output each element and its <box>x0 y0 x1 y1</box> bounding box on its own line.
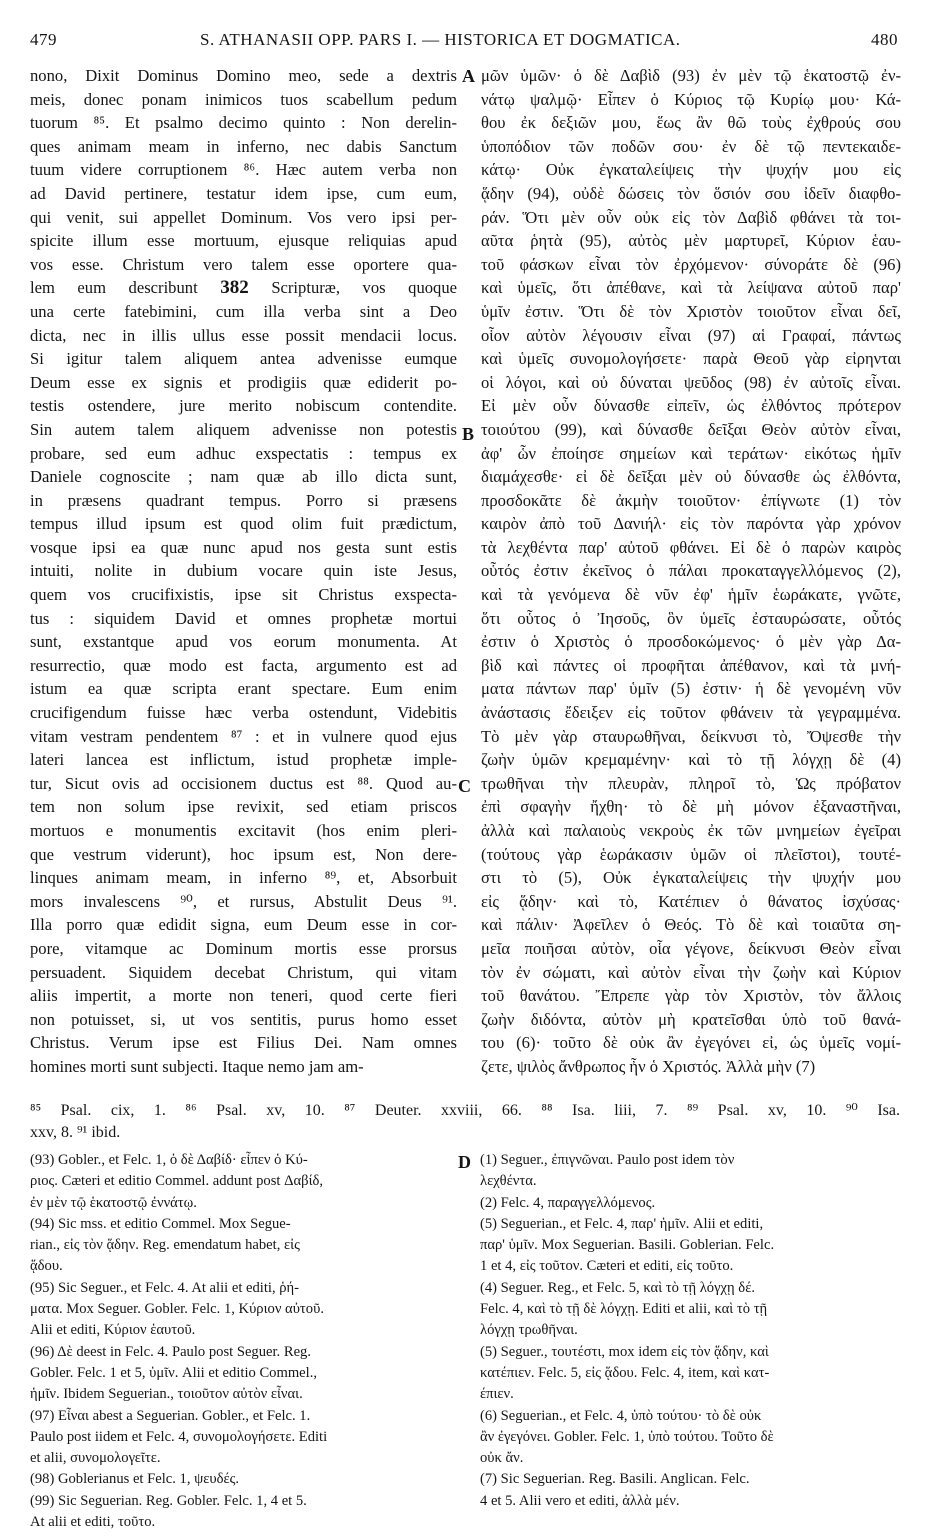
latin-text-line: tuum videre corruptionem ⁸⁶. Hæc autem verba non <box>30 160 457 180</box>
footnotes-right <box>480 1150 900 1512</box>
footnote-line: ματα. Mox Seguer. Gobler. Felc. 1, Κύριον αὐτοῦ. <box>30 1301 324 1318</box>
page-number-right: 480 <box>871 30 898 49</box>
footnote-line: (2) Felc. 4, παραγγελλόμενος. <box>480 1194 656 1211</box>
latin-text-line: homines morti sunt subjecti. Itaque nemo jam am- <box>30 1056 364 1076</box>
greek-text-line: ὅτι οὗτος ὁ Ἰησοῦς, ὃν ὑμεῖς ἐσταυρώσατε, οὗτός <box>481 608 901 628</box>
footnote-line: At alii et editi, τοῦτο. <box>30 1514 156 1531</box>
footnote-line: ἐν μὲν τῷ ἑκατοστῷ ἐννάτῳ. <box>30 1194 197 1211</box>
greek-text-line: ἐπὶ σφαγὴν ἤχθη· τὸ δὲ μὴ μόνον ἐξαναστῆναι, <box>481 797 901 817</box>
greek-text-line: μῶν ὑμῶν· ὁ δὲ Δαβὶδ (93) ἐν μὲν τῷ ἑκατοστῷ ἐν- <box>481 66 901 85</box>
latin-text-line: Illa porro quæ edidit signa, eum Deum esse in cor- <box>30 915 457 935</box>
margin-letter-b: B <box>462 424 475 444</box>
greek-text-line: (τούτους γὰρ ἑωράκασιν ὑμῶν οἱ πλεῖστοι), τουτέ- <box>481 844 901 864</box>
footnote-line: (4) Seguer. Reg., et Felc. 5, καὶ τὸ τῇ λόγχῃ δέ. <box>480 1279 755 1296</box>
latin-text-line: ad David pertinere, testatur idem ipse, cum eum, <box>30 183 457 203</box>
latin-text-line: tus : siquidem David et omnes prophetæ mortui <box>30 608 457 628</box>
latin-text-segment: lem eum describunt <box>30 278 198 298</box>
running-header <box>30 30 898 60</box>
footnote-line: ᾅδου. <box>30 1258 63 1275</box>
greek-text-line: οἷον αὐτὸν λέγουσιν εἶναι (97) αἱ Γραφαί, πάντως <box>481 325 901 345</box>
greek-text-line: νάτῳ ψαλμῷ· Εἶπεν ὁ Κύριος τῷ Κυρίῳ μου· Κά- <box>481 89 901 109</box>
greek-text-line: καὶ ὑμεῖς, ὅτι ἀπέθανε, καὶ τὰ λείψανα αὐτοῦ παρ' <box>481 278 901 298</box>
greek-text-line: ἐστιν ὁ Χριστὸς ὁ προσδοκώμενος· ὁ μὲν γὰρ Δα- <box>481 632 901 652</box>
footnote-line: Alii et editi, Κύριον ἑαυτοῦ. <box>30 1322 196 1339</box>
latin-text-line: non potuisset, si, ut vos sentitis, purus homo esset <box>30 1009 457 1029</box>
latin-text-line: tuorum ⁸⁵. Et psalmo decimo quinto : Non derelin- <box>30 113 457 133</box>
latin-text-line: nono, Dixit Dominus Domino meo, sede a dextris <box>30 66 457 85</box>
latin-text-line: tempus illud ipsum est quod olim fuit prædictum, <box>30 514 457 534</box>
greek-column <box>481 64 901 1079</box>
greek-text-line: ράν. Ὅτι μὲν οὖν οὐκ εἰς τὸν Δαβὶδ φθάνει τὰ τοι- <box>481 207 901 227</box>
latin-text-line: vosque ipsi ea quæ nunc apud nos gesta sunt estis <box>30 537 457 557</box>
footnote-line: έπιεν. <box>480 1386 514 1403</box>
greek-text-line: ᾅδην (94), οὐδὲ δώσεις τὸν ὅσιόν σου ἰδεῖν διαφθο- <box>481 183 901 203</box>
footnote-line: rian., εἰς τὸν ᾅδην. Reg. emendatum habet, εἰς <box>30 1237 300 1254</box>
greek-text-line: ζετε, ψιλὸς ἄνθρωπος ἦν ὁ Χριστός. Ἀλλὰ μὴν (7) <box>481 1056 816 1076</box>
margin-letter-d: D <box>458 1152 471 1172</box>
latin-text-line: mortuos e monumentis excitavit (hos enim pleri- <box>30 821 457 840</box>
greek-text-line: εἰς ᾅδην· καὶ τὸ, Κατέπιεν ὁ θάνατος ἰσχύσας· <box>481 891 901 911</box>
footnote-line: (5) Seguer., τουτέστι, mox idem εἰς τὸν ᾅδην, καὶ <box>480 1343 769 1360</box>
page-number-left: 479 <box>30 30 57 49</box>
footnote-line: (97) Εἶναι abest a Seguerian. Gobler., et Felc. 1. <box>30 1407 311 1424</box>
latin-text-line: mors invalescens ⁹⁰, et rursus, Abstulit Deus ⁹¹. <box>30 891 457 911</box>
greek-text-line: οἱ λόγοι, καὶ οὐ δύναται ψεῦδος (98) ἐν αὐτοῖς εἶναι. <box>481 372 901 392</box>
greek-text-line: καὶ πάλιν· Ἀφεῖλεν ὁ Θεός. Τὸ δὲ καὶ τοιαῦτα ση- <box>481 915 901 935</box>
latin-text-line: in præsens quadrant tempus. Porro si præsens <box>30 490 457 510</box>
running-title: S. ATHANASII OPP. PARS I. — HISTORICA ET DOGMATICA. <box>200 30 681 49</box>
footnote-line: κατέπιεν. Felc. 5, εἰς ᾅδου. Felc. 4, item, καὶ κατ- <box>480 1364 770 1381</box>
greek-text-line: τοῦ φάσκων εἶναι τὸν ἐρχόμενον· σύνοράτε δὲ (96) <box>481 254 901 274</box>
footnote-line: (95) Sic Seguer., et Felc. 4. At alii et editi, ῥή- <box>30 1279 300 1296</box>
latin-text-line: testis ostendere, jure merito nobiscum contendite. <box>30 396 457 416</box>
footnote-line: (7) Sic Seguerian. Reg. Basili. Anglican. Felc. <box>480 1471 750 1488</box>
footnote-line: οὐκ ἄν. <box>480 1450 524 1467</box>
latin-text-line <box>30 276 457 300</box>
greek-text-line: ὑποπόδιον τῶν ποδῶν σου· ἐν δὲ τῷ πεντεκαιδε- <box>481 136 901 156</box>
scripture-note-line: xxv, 8. ⁹¹ ibid. <box>30 1124 121 1141</box>
latin-text-line: tem non solum ipse revixit, sed etiam priscos <box>30 797 457 817</box>
footnote-line: Felc. 4, καὶ τὸ τῇ δὲ λόγχῃ. Editi et alii, καὶ τὸ τῇ <box>480 1301 768 1318</box>
latin-text-line: sunt, exstantque apud vos eorum monumenta. At <box>30 632 457 652</box>
footnote-line: Paulo post iidem et Felc. 4, συνομολογήσετε. Editi <box>30 1428 328 1445</box>
greek-text-line: καὶ τὰ γενόμενα δὲ νῦν ἐφ' ἡμῖν ἑωράκατε, γνῶτε, <box>481 585 901 605</box>
latin-text-line: una certe fatebimini, cum illa verba sint a Deo <box>30 301 457 321</box>
latin-text-line: vos esse. Christum vero talem esse oportere qua- <box>30 254 457 274</box>
margin-letter-a: A <box>462 66 475 86</box>
inline-page-number: 382 <box>220 277 249 299</box>
footnote-line: ἂν ἐγεγόνει. Gobler. Felc. 1, ὑπὸ τούτου. Τοῦτο δὲ <box>480 1428 774 1445</box>
greek-text-line: βὶδ καὶ πάντες οἱ προφῆται ἀπέθανον, καὶ τὰ μνή- <box>481 655 901 675</box>
footnote-line: ἡμῖν. Ibidem Seguerian., τοιοῦτον αὐτὸν εἶναι. <box>30 1386 303 1403</box>
latin-text-segment: Scripturæ, vos quoque <box>271 278 457 298</box>
margin-letter-c: C <box>458 776 471 796</box>
latin-text-line: que vestrum viderunt), hoc ipsum est, Non dere- <box>30 844 457 864</box>
scripture-note-line: ⁸⁵ Psal. cix, 1. ⁸⁶ Psal. xv, 10. ⁸⁷ Deuter. xxviii, 66. ⁸⁸ Isa. liii, 7. ⁸⁹ Psal. xv, 10. ⁹⁰ Isa. <box>30 1102 900 1119</box>
latin-text-line: vitam vestram pendentem ⁸⁷ : et in vulnere quod ejus <box>30 726 457 746</box>
greek-text-line: ἀλλὰ καὶ παλαιοὺς νεκροὺς ἐκ τῶν μνημείων ἐγεῖραι <box>481 821 901 840</box>
latin-text-line: qui venit, sui appellet Dominum. Vos vero ipsi per- <box>30 207 457 227</box>
greek-text-line: ζωὴν διδόντα, αὐτὸν μὴ κρατεῖσθαι ὑπὸ τοῦ θανά- <box>481 1009 901 1029</box>
greek-text-line: οὗτός ἐστιν ἐκεῖνος ὁ πάλαι προκαταγγελλόμενος (2), <box>481 561 901 581</box>
latin-text-line: lateri lancea est inflictum, istud prophetæ imple- <box>30 750 457 770</box>
greek-text-line: ὑμῖν ἐστιν. Ὅτι δὲ τὸν Χριστὸν τοιοῦτον εἶναι δεῖ, <box>481 301 901 321</box>
greek-text-line: θου ἐκ δεξιῶν μου, ἕως ἂν θῶ τοὺς ἐχθρούς σου <box>481 113 901 133</box>
latin-text-line: pore, vitamque ac Dominum mortis esse prorsus <box>30 938 457 958</box>
greek-text-line: προσδοκᾶτε δὲ ἀκμὴν τοιοῦτον· ἐπίγνωτε (1) τὸν <box>481 490 901 510</box>
latin-text-line: istum ea quæ scripta erant spectare. Eum enim <box>30 679 457 699</box>
latin-text-line: intuiti, nolite in dubium vocare quin iste Jesus, <box>30 561 457 581</box>
latin-text-line: aliis impertit, a morte non teneri, quod certe fieri <box>30 986 457 1006</box>
greek-text-line: τοῦ θανάτου. Ἔπρεπε γὰρ τὸν Χριστὸν, τὸν ἄλλοις <box>481 986 901 1006</box>
footnote-line: et alii, συνομολογεῖτε. <box>30 1450 161 1467</box>
latin-text-line: ques animam meam in inferno, nec dabis Sanctum <box>30 136 457 156</box>
greek-text-line: ζωὴν ὑμῶν κρεμαμένην· καὶ τὸ τῇ λόγχῃ δὲ (4) <box>481 750 901 770</box>
greek-text-line: καιρὸν ἀπὸ τοῦ Δανιήλ· εἰς τὸν παρόντα γὰρ χρόνον <box>481 514 901 534</box>
footnote-line: (1) Seguer., ἐπιγνῶναι. Paulo post idem τὸν <box>480 1152 735 1168</box>
footnote-line: (6) Seguerian., et Felc. 4, ὑπὸ τούτου· τὸ δὲ οὐκ <box>480 1407 762 1424</box>
greek-text-line: τὰ λεχθέντα παρ' αὐτοῦ φθάνει. Εἰ δὲ ὁ παρὼν καιρὸς <box>481 537 901 557</box>
footnotes-left <box>30 1150 460 1533</box>
latin-text-line: Daniele cognoscite ; nam quæ ab illo dicta sunt, <box>30 467 457 487</box>
footnote-line: (5) Seguerian., et Felc. 4, παρ' ἡμῖν. Alii et editi, <box>480 1215 764 1232</box>
footnote-line: ριος. Cæteri et editio Commel. addunt post Δαβίδ, <box>30 1173 324 1190</box>
greek-text-line: στι τὸ (5), Οὐκ ἐγκαταλείψεις τὴν ψυχήν μου <box>481 868 901 888</box>
greek-text-line: του (6)· τοῦτο δὲ οὐκ ἂν ἐγεγόνει εἰ, ὡς ὑμεῖς νομί- <box>481 1033 901 1053</box>
latin-text-line: probare, sed eum adhuc exspectatis : tempus ex <box>30 443 457 463</box>
latin-text-line: Christus. Verum ipse est Filius Dei. Nam omnes <box>30 1033 457 1053</box>
latin-text-line: dicta, nec in illis ullus esse possit mendacii locus. <box>30 325 457 345</box>
footnote-line: 4 et 5. Alii vero et editi, ἀλλὰ μέν. <box>480 1492 680 1509</box>
footnote-line: Gobler. Felc. 1 et 5, ὑμῖν. Alii et editio Commel., <box>30 1364 318 1381</box>
greek-text-line: αῦτα ῥητὰ (95), αὐτὸς μὲν μαρτυρεῖ, Κύριον ἑαυ- <box>481 231 901 251</box>
latin-text-line: resurrectio, quæ modo est facta, argumento est ad <box>30 655 457 675</box>
greek-text-line: Εἰ μὲν οὖν δύνασθε εἰπεῖν, ὡς ἐλθόντος πρότερον <box>481 396 901 416</box>
greek-text-line: κάτῳ· Οὐκ ἐγκαταλείψεις τὴν ψυχήν μου εἰς <box>481 160 901 180</box>
footnote-line: (93) Gobler., et Felc. 1, ὁ δὲ Δαβίδ· εἶπεν ὁ Κύ- <box>30 1152 308 1168</box>
latin-text-line: Deum esse ex signis et prodigiis quæ ediderit po- <box>30 372 457 392</box>
footnote-line: (94) Sic mss. et editio Commel. Mox Segue- <box>30 1215 291 1232</box>
latin-text-line: meis, donec ponam inimicos tuos scabellum pedum <box>30 89 457 109</box>
footnote-line: λεχθέντα. <box>480 1173 537 1190</box>
footnote-line: (99) Sic Seguerian. Reg. Gobler. Felc. 1, 4 et 5. <box>30 1492 307 1509</box>
footnote-line: (98) Goblerianus et Felc. 1, ψευδές. <box>30 1471 240 1488</box>
footnote-line: (96) Δὲ deest in Felc. 4. Paulo post Seguer. Reg. <box>30 1343 312 1360</box>
latin-text-line: tur, Sicut ovis ad occisionem ductus est ⁸⁸. Quod au- <box>30 773 457 793</box>
greek-text-line: τὸν ἐν σώματι, καὶ αὐτὸν εἶναι τὴν ζωὴν καὶ Κύριον <box>481 962 901 982</box>
greek-text-line: Τὸ μὲν γὰρ σταυρωθῆναι, δείκνυσι τὸ, Ὄψεσθε τὴν <box>481 726 901 746</box>
greek-text-line: καὶ ὑμεῖς συνομολογήσετε· παρὰ Θεοῦ γὰρ εἰρηνται <box>481 349 901 369</box>
latin-text-line: linques animam meam, in inferno ⁸⁹, et, Absorbuit <box>30 868 457 888</box>
greek-text-line: ἀνάστασις ἔδειξεν εἰς τοῦτον φθάνειν τὰ γεγραμμένα. <box>481 703 901 723</box>
footnote-line: 1 et 4, εἰς τοῦτον. Cæteri et editi, εἰς τοῦτο. <box>480 1258 734 1275</box>
latin-text-line: quem vos crucifixistis, ipse sit Christus exspecta- <box>30 585 457 605</box>
greek-text-line: ματα πάντων παρ' ὑμῖν (5) ἐστιν· ἡ δὲ γενομένη νῦν <box>481 679 901 699</box>
greek-text-line: μεῖα ποιῆσαι αὐτὸν, οἷα γέγονε, δείκνυσι Θεὸν εἶναι <box>481 938 901 958</box>
latin-text-line: spicite illum esse mortuum, ejusque reliquias apud <box>30 231 457 251</box>
latin-text-line: crucifigendum fuisse hæc verba ostendunt, Videbitis <box>30 703 457 723</box>
scripture-references <box>30 1100 900 1144</box>
greek-text-line: τρωθῆναι τὴν πλευρὰν, πληροῖ τὸ, Ὡς πρόβατον <box>481 773 901 793</box>
greek-text-line: τοιούτου (99), καὶ δύνασθε δεῖξαι Θεὸν αὐτὸν εἶναι, <box>481 419 901 439</box>
latin-text-line: Sin autem talem aliquem advenisse non potestis <box>30 419 457 439</box>
greek-text-line: ἀφ' ὧν ἐποίησε σημείων καὶ τεράτων· εἰκότως ἡμῖν <box>481 443 901 463</box>
greek-text-line: διαμάχεσθε· εἰ δὲ δεῖξαι μὲν οὐ δύνασθε ὡς ἐλθόντα, <box>481 467 901 487</box>
latin-text-line: persuadent. Siquidem decebat Christum, qui vitam <box>30 962 457 982</box>
latin-text-line: Si igitur talem aliquem antea advenisse eumque <box>30 349 457 369</box>
latin-column <box>30 64 457 1079</box>
footnote-line: λόγχῃ τρωθῆναι. <box>480 1322 578 1339</box>
footnote-line: παρ' ὑμῖν. Mox Seguerian. Basili. Goblerian. Felc. <box>480 1237 775 1254</box>
